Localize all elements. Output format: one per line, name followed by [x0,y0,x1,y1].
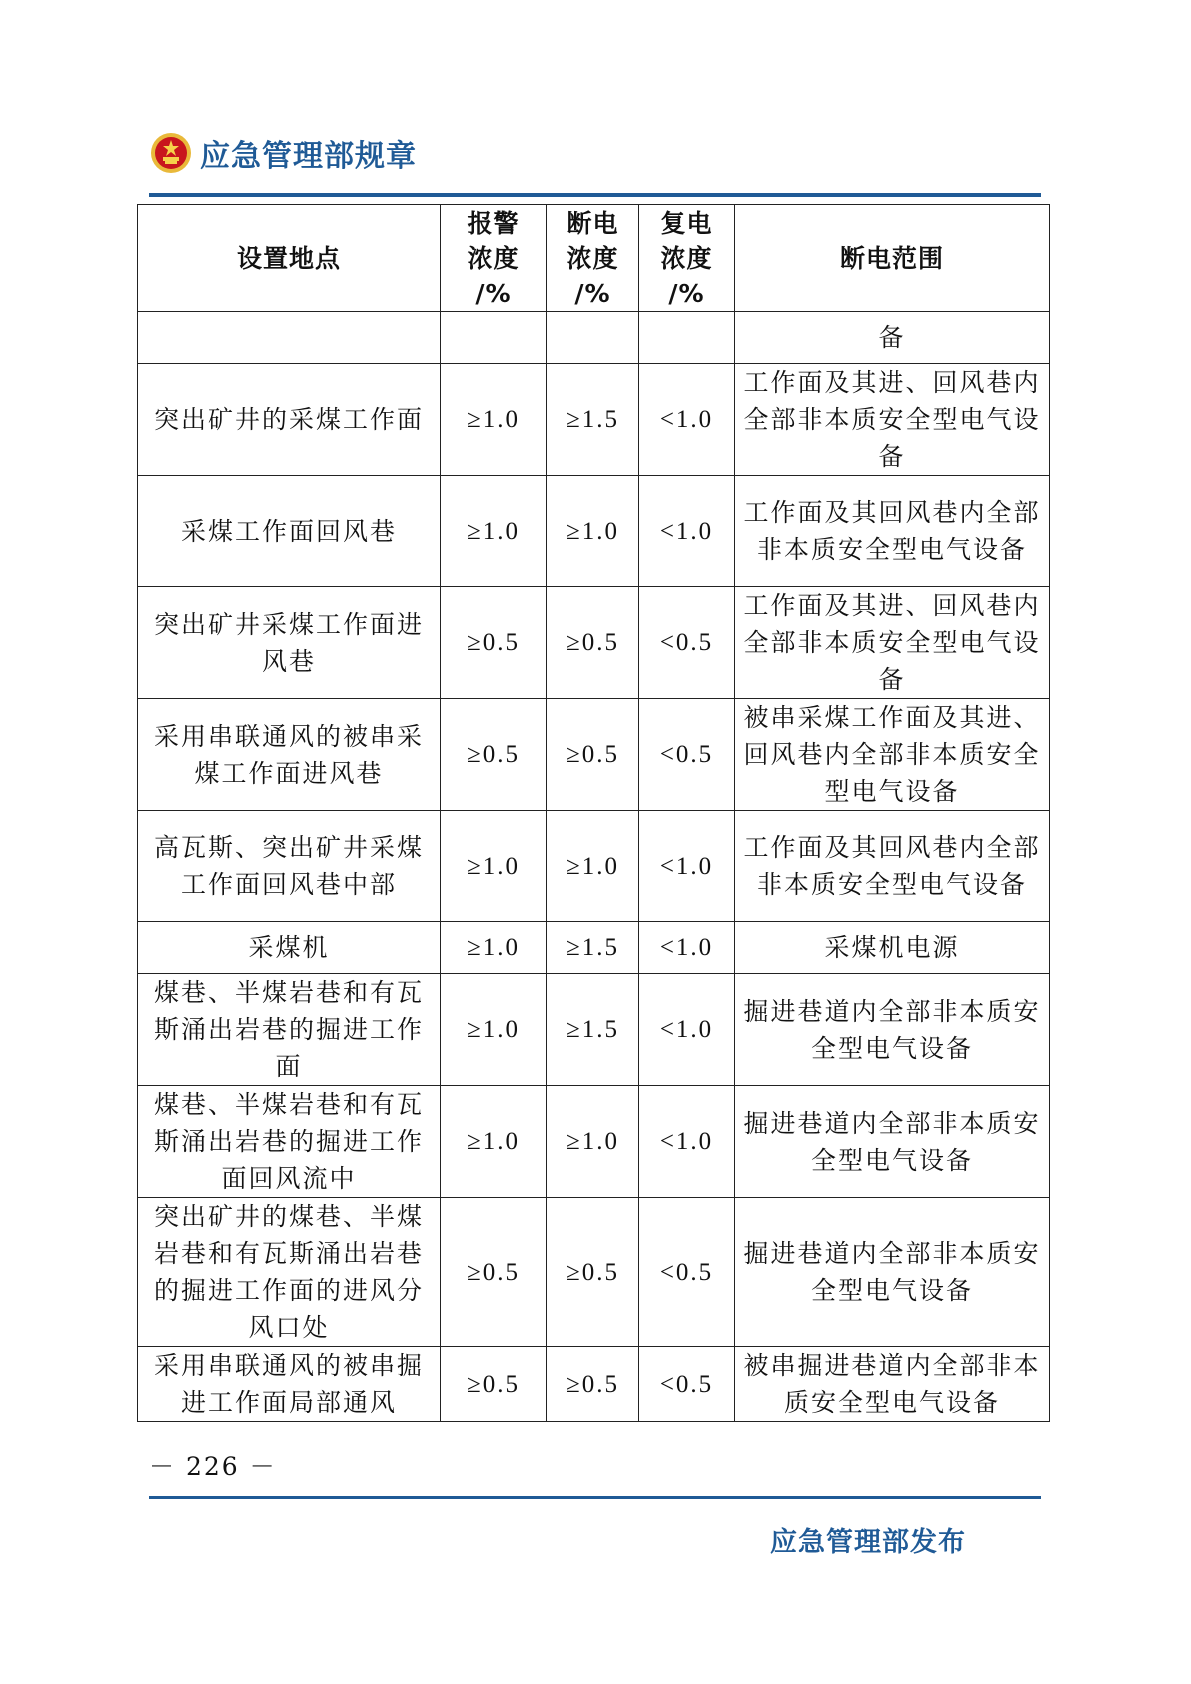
cell-alarm: ≥1.0 [441,974,547,1086]
cell-location: 高瓦斯、突出矿井采煤工作面回风巷中部 [138,811,441,922]
cell-range: 掘进巷道内全部非本质安全型电气设备 [735,974,1050,1086]
cell-cutoff: ≥1.5 [547,922,639,974]
page-header [150,128,417,178]
table-row [138,1086,1050,1198]
header-alarm-line-2: 浓度 [467,243,520,273]
cell-restore: <0.5 [639,1347,735,1422]
cell-location [138,312,441,364]
cell-alarm [441,312,547,364]
cell-range: 工作面及其回风巷内全部非本质安全型电气设备 [735,476,1050,587]
cell-cutoff: ≥1.5 [547,364,639,476]
cell-range: 掘进巷道内全部非本质安全型电气设备 [735,1086,1050,1198]
header-restore-line-3: /% [668,278,705,308]
header-range: 断电范围 [735,205,1050,312]
cell-range: 被串采煤工作面及其进、回风巷内全部非本质安全型电气设备 [735,699,1050,811]
cell-cutoff: ≥1.5 [547,974,639,1086]
cell-cutoff: ≥0.5 [547,1198,639,1347]
cell-location: 突出矿井采煤工作面进风巷 [138,587,441,699]
gas-sensor-table [137,204,1050,1422]
cell-cutoff: ≥1.0 [547,476,639,587]
table-row [138,587,1050,699]
cell-range: 工作面及其进、回风巷内全部非本质安全型电气设备 [735,364,1050,476]
cell-alarm: ≥0.5 [441,1198,547,1347]
cell-location: 煤巷、半煤岩巷和有瓦斯涌出岩巷的掘进工作面回风流中 [138,1086,441,1198]
table-row [138,1198,1050,1347]
cell-alarm: ≥1.0 [441,1086,547,1198]
national-emblem-icon [150,132,192,174]
footer-publisher: 应急管理部发布 [770,1527,966,1558]
cell-location: 采用串联通风的被串掘进工作面局部通风 [138,1347,441,1422]
table-row [138,974,1050,1086]
header-restore-line-1: 复电 [660,208,713,238]
cell-restore [639,312,735,364]
header-restore [639,205,735,312]
cell-location: 采煤工作面回风巷 [138,476,441,587]
cell-range: 采煤机电源 [735,922,1050,974]
cell-restore: <1.0 [639,476,735,587]
header-alarm-line-3: /% [475,278,512,308]
cell-range: 备 [735,312,1050,364]
header-title: 应急管理部规章 [200,139,417,174]
cell-cutoff [547,312,639,364]
cell-restore: <0.5 [639,1198,735,1347]
table-row [138,699,1050,811]
cell-location: 采煤机 [138,922,441,974]
table-row [138,364,1050,476]
table-row [138,811,1050,922]
header-alarm [441,205,547,312]
cell-alarm: ≥1.0 [441,811,547,922]
header-cutoff [547,205,639,312]
table-row [138,922,1050,974]
cell-location: 突出矿井的煤巷、半煤岩巷和有瓦斯涌出岩巷的掘进工作面的进风分风口处 [138,1198,441,1347]
cell-restore: <1.0 [639,811,735,922]
cell-restore: <0.5 [639,699,735,811]
cell-restore: <1.0 [639,1086,735,1198]
cell-range: 被串掘进巷道内全部非本质安全型电气设备 [735,1347,1050,1422]
header-alarm-line-1: 报警 [467,208,520,238]
table-row [138,1347,1050,1422]
header-cutoff-line-2: 浓度 [566,243,619,273]
cell-restore: <0.5 [639,587,735,699]
cell-alarm: ≥0.5 [441,1347,547,1422]
cell-cutoff: ≥0.5 [547,699,639,811]
table-header-row [138,205,1050,312]
cell-restore: <1.0 [639,364,735,476]
header-cutoff-line-1: 断电 [566,208,619,238]
cell-range: 掘进巷道内全部非本质安全型电气设备 [735,1198,1050,1347]
header-restore-line-2: 浓度 [660,243,713,273]
cell-restore: <1.0 [639,922,735,974]
cell-alarm: ≥0.5 [441,587,547,699]
cell-cutoff: ≥1.0 [547,811,639,922]
cell-range: 工作面及其回风巷内全部非本质安全型电气设备 [735,811,1050,922]
cell-alarm: ≥1.0 [441,922,547,974]
cell-range: 工作面及其进、回风巷内全部非本质安全型电气设备 [735,587,1050,699]
cell-cutoff: ≥1.0 [547,1086,639,1198]
cell-cutoff: ≥0.5 [547,587,639,699]
cell-location: 煤巷、半煤岩巷和有瓦斯涌出岩巷的掘进工作面 [138,974,441,1086]
page-number: － 226 － [149,1452,277,1481]
header-cutoff-line-3: /% [574,278,611,308]
cell-alarm: ≥0.5 [441,699,547,811]
cell-restore: <1.0 [639,974,735,1086]
cell-location: 采用串联通风的被串采煤工作面进风巷 [138,699,441,811]
cell-cutoff: ≥0.5 [547,1347,639,1422]
cell-alarm: ≥1.0 [441,364,547,476]
header-location: 设置地点 [138,205,441,312]
cell-location: 突出矿井的采煤工作面 [138,364,441,476]
cell-alarm: ≥1.0 [441,476,547,587]
table-row [138,312,1050,364]
footer-divider [149,1496,1041,1499]
header-divider [149,193,1041,197]
table-row [138,476,1050,587]
